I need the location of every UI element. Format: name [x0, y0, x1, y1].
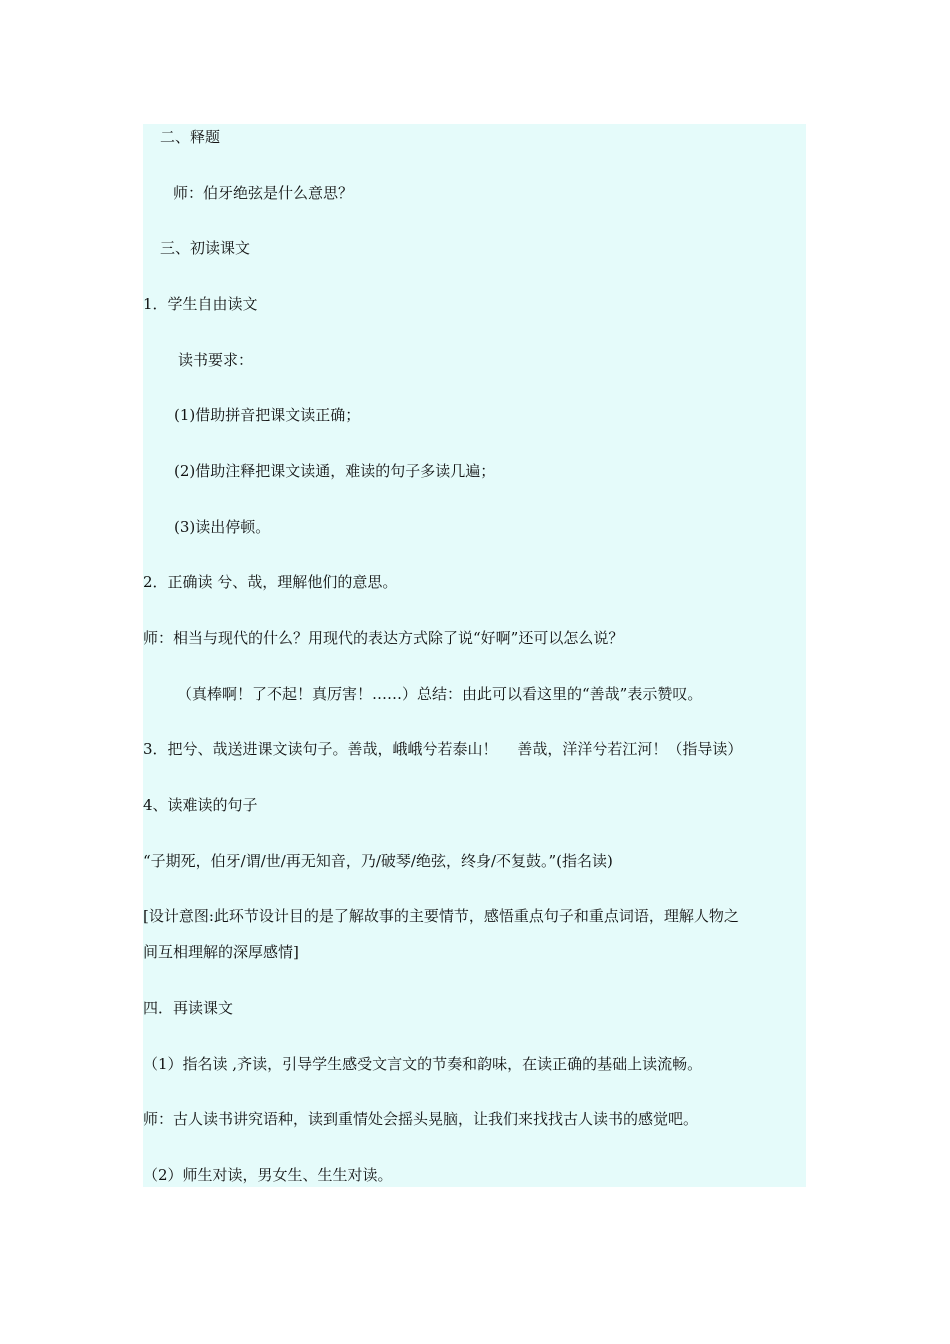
step-4-difficult-sentences: 4、读难读的句子: [143, 796, 258, 814]
reading-requirements-label: 读书要求：: [178, 351, 254, 369]
step-2-correct-reading: 2．正确读 兮、哉，理解他们的意思。: [143, 573, 398, 591]
design-intent-line-1: [设计意图:此环节设计目的是了解故事的主要情节，感悟重点句子和重点词语，理解人物之: [143, 907, 739, 925]
section-heading-reread: 四．再读课文: [143, 999, 234, 1017]
quoted-difficult-sentence: “子期死，伯牙/谓/世/再无知音，乃/破琴/绝弦，终身/不复鼓。”(指名读): [143, 852, 613, 870]
highlighted-text-block: [143, 124, 806, 1187]
section-heading-explain-title: 二、释题: [160, 128, 221, 146]
teacher-ancient-reading: 师：古人读书讲究语种，读到重情处会摇头晃脑，让我们来找找古人读书的感觉吧。: [143, 1110, 699, 1128]
reread-step-2: （2）师生对读，男女生、生生对读。: [143, 1166, 393, 1184]
step-3-read-sentences: 3．把兮、哉送进课文读句子。善哉，峨峨兮若泰山！ 善哉，洋洋兮若江河！（指导读）: [143, 740, 743, 758]
section-heading-first-reading: 三、初读课文: [160, 239, 251, 257]
requirement-3: (3)读出停顿。: [174, 518, 271, 536]
teacher-question-title-meaning: 师：伯牙绝弦是什么意思？: [173, 184, 354, 202]
requirement-1: (1)借助拼音把课文读正确；: [174, 406, 361, 424]
teacher-question-modern-expression: 师：相当与现代的什么？用现代的表达方式除了说“好啊”还可以怎么说？: [143, 629, 624, 647]
design-intent-line-2: 间互相理解的深厚感情]: [143, 943, 299, 961]
reread-step-1: （1）指名读 ,齐读，引导学生感受文言文的节奏和韵味，在读正确的基础上读流畅。: [143, 1055, 703, 1073]
step-1-free-reading: 1．学生自由读文: [143, 295, 258, 313]
requirement-2: (2)借助注释把课文读通，难读的句子多读几遍；: [174, 462, 496, 480]
summary-shanzai-praise: （真棒啊！了不起！真厉害！……）总结：由此可以看这里的“善哉”表示赞叹。: [177, 685, 703, 703]
